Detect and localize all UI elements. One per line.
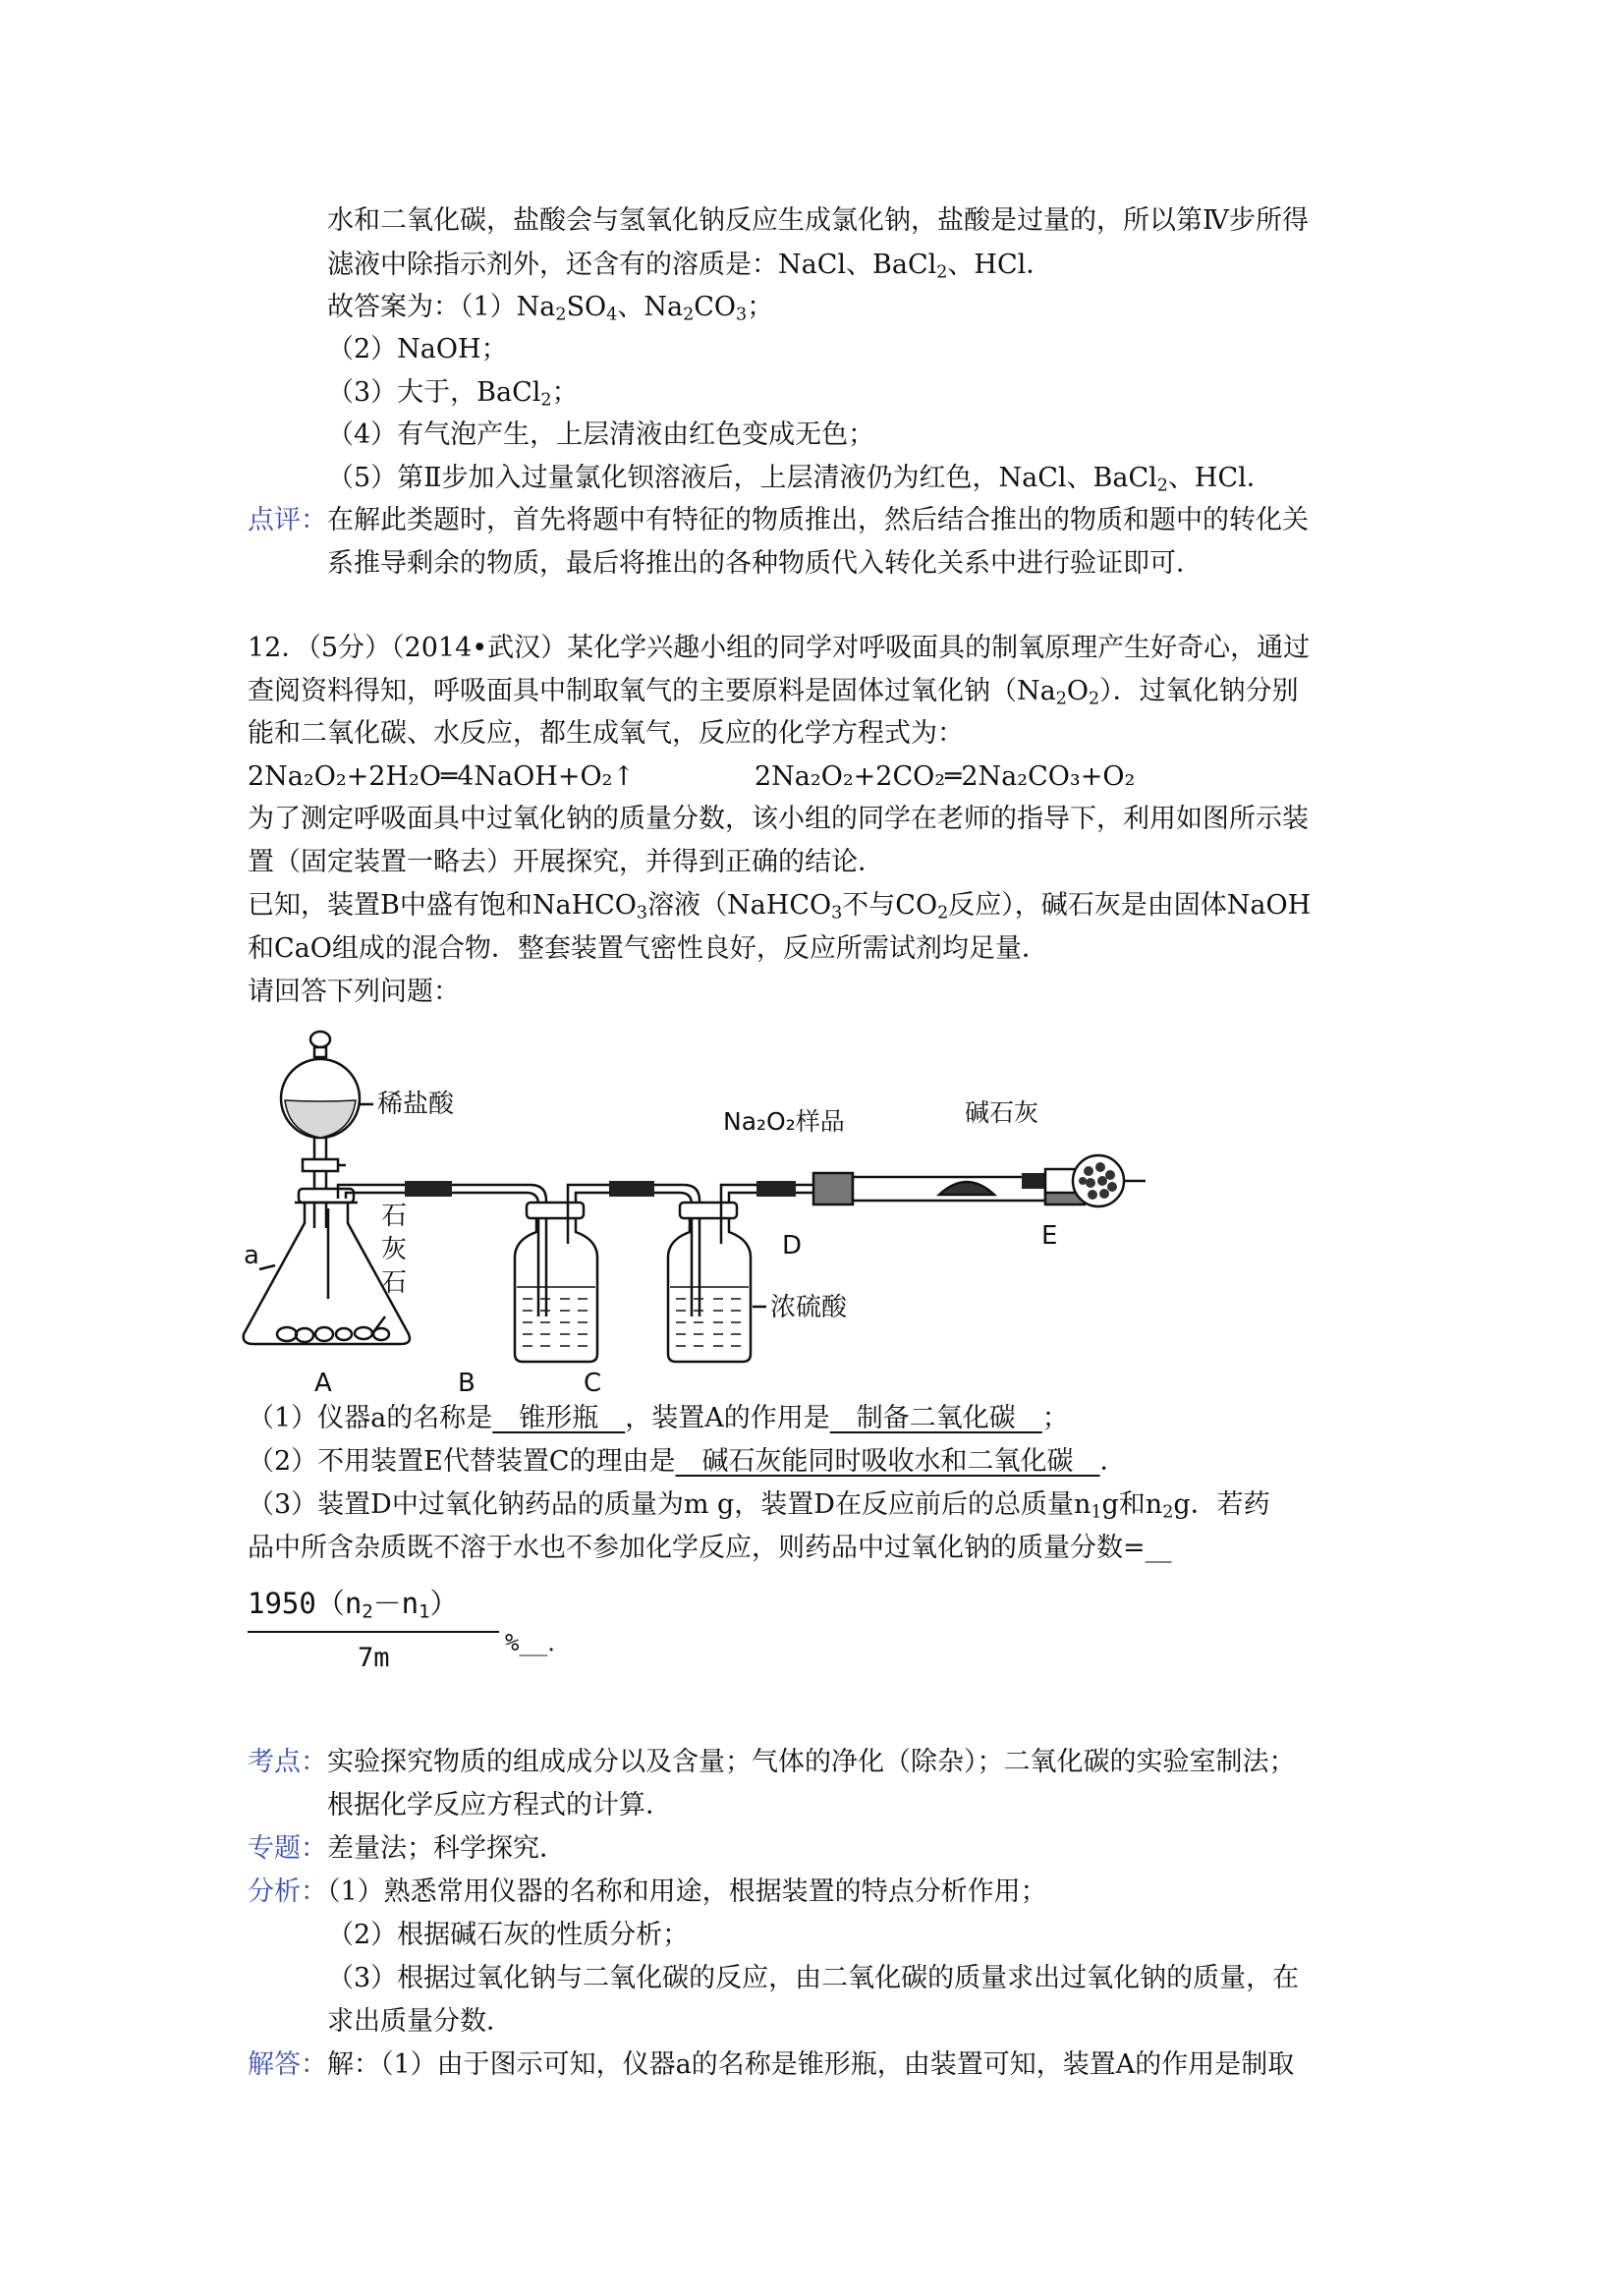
sub-question-3: （3）装置D中过氧化钠药品的质量为m g，装置D在反应前后的总质量$n_1g$和$n_2g$．若药 <box>248 1489 1270 1523</box>
question-text-line: 查阅资料得知，呼吸面具中制取氧气的主要原料是固体过氧化钠$(Na_2O_2)$．过氧化钠分别 <box>248 676 1299 709</box>
apparatus-figure <box>236 1022 1120 1395</box>
question-text-line: 已知，装置B中盛有饱和NaHCO$_3$溶液（NaHCO$_3$不与$CO_2$反应），碱石灰是由固体NaOH <box>248 890 1312 924</box>
answer-blank: 锥形瓶 <box>492 1403 626 1433</box>
question-text-line: 为了测定呼吸面具中过氧化钠的质量分数，该小组的同学在老师的指导下，利用如图所示装 <box>248 804 1309 834</box>
analysis-line: （2）根据碱石灰的性质分析； <box>327 1920 690 1950</box>
answer-item-5: （5）第Ⅱ步加入过量氯化钡溶液后，上层清液仍为红色，NaCl、BaCl$_2$、HCl． <box>327 463 1273 496</box>
points-line: 考点：实验探究物质的组成成分以及含量；气体的净化（除杂）；二氧化碳的实验室制法； <box>248 1747 1296 1777</box>
label-apparatus-b: B <box>458 1369 476 1395</box>
analysis-line: 分析：（1）熟悉常用仪器的名称和用途，根据装置的特点分析作用； <box>248 1876 1047 1907</box>
answer-item-3: （3）大于，BaCl$_2$； <box>327 377 579 411</box>
comment-line: 点评：在解此类题时，首先将题中有特征的物质推出，然后结合推出的物质和题中的转化关 <box>248 505 1309 535</box>
topic-label: 专题： <box>248 1833 327 1864</box>
question-text-line: 请回答下列问题： <box>248 977 460 1007</box>
points-line: 根据化学反应方程式的计算． <box>327 1790 672 1820</box>
points-label: 考点： <box>248 1747 327 1777</box>
label-dilute-hcl: 稀盐酸 <box>377 1090 455 1119</box>
wash-bottle-c <box>668 1203 766 1362</box>
label-instrument-a: a <box>244 1241 259 1270</box>
formula-tail: %__． <box>505 1629 572 1656</box>
label-soda-lime: 碱石灰 <box>965 1098 1039 1127</box>
formula-denominator: 7m <box>358 1643 390 1673</box>
label-apparatus-a: A <box>314 1369 332 1395</box>
fraction-bar <box>248 1631 499 1633</box>
analysis-label: 分析： <box>248 1876 327 1907</box>
label-apparatus-c: C <box>584 1369 602 1395</box>
label-conc-sulfuric-acid: 浓硫酸 <box>770 1293 848 1322</box>
sub-question-1: （1）仪器a的名称是 锥形瓶 ，装置A的作用是 制备二氧化碳 ； <box>248 1403 1069 1433</box>
label-apparatus-e: E <box>1041 1221 1058 1251</box>
answer-blank: 制备二氧化碳 <box>829 1403 1042 1433</box>
solution-label: 解答： <box>248 2049 327 2080</box>
solution-line: 解答：解：（1）由于图示可知，仪器a的名称是锥形瓶，由装置可知，装置A的作用是制取 <box>248 2049 1295 2080</box>
sub-question-2: （2）不用装置E代替装置C的理由是 碱石灰能同时吸收水和二氧化碳 ． <box>248 1446 1127 1477</box>
answer-text-line: 滤液中除指示剂外，还含有的溶质是：NaCl、BaCl$_2$、HCl． <box>327 250 1053 283</box>
comment-line: 系推导剩余的物质，最后将推出的各种物质代入转化关系中进行验证即可． <box>327 548 1203 579</box>
sub-question-3-cont: 品中所含杂质既不溶于水也不参加化学反应，则药品中过氧化钠的质量分数=__ <box>248 1533 1172 1563</box>
question-text-line: 置（固定装置一略去）开展探究，并得到正确的结论． <box>248 847 884 877</box>
wash-bottle-b <box>515 1203 597 1362</box>
label-na2o2-sample: Na₂O₂样品 <box>723 1107 845 1136</box>
question-text-line: 能和二氧化碳、水反应，都生成氧气，反应的化学方程式为： <box>248 718 964 749</box>
topic-line: 专题：差量法；科学探究． <box>248 1833 566 1864</box>
comment-label: 点评： <box>248 505 327 535</box>
question-text-line: 和CaO组成的混合物．整套装置气密性良好，反应所需试剂均足量． <box>248 933 1048 964</box>
label-limestone-1: 石 <box>381 1202 408 1231</box>
equation-1: 2Na₂O₂+2H₂O═4NaOH+O₂↑ <box>248 761 636 792</box>
answer-blank: 碱石灰能同时吸收水和二氧化碳 <box>675 1446 1100 1477</box>
answer-text-line: 水和二氧化碳，盐酸会与氢氧化钠反应生成氯化钠，盐酸是过量的，所以第Ⅳ步所得 <box>327 205 1309 236</box>
analysis-line: （3）根据过氧化钠与二氧化碳的反应，由二氧化碳的质量求出过氧化钠的质量，在 <box>327 1963 1300 1993</box>
label-limestone-3: 石 <box>381 1268 408 1298</box>
label-apparatus-d: D <box>782 1231 803 1260</box>
answer-item-4: （4）有气泡产生，上层清液由红色变成无色； <box>327 420 875 450</box>
label-limestone-2: 灰 <box>381 1235 408 1264</box>
formula-numerator: $1950(n_2-n_1)$ <box>248 1587 459 1623</box>
equation-2: 2Na₂O₂+2CO₂═2Na₂CO₃+O₂ <box>755 761 1136 792</box>
question-12-title: 12．（5分）（2014•武汉）某化学兴趣小组的同学对呼吸面具的制氧原理产生好奇心，通过 <box>248 633 1311 663</box>
answer-item-2: （2）NaOH； <box>327 334 508 364</box>
analysis-line: 求出质量分数． <box>327 2006 513 2037</box>
drying-tube-e <box>1022 1148 1147 1216</box>
answer-summary: 故答案为：$(1)Na_2SO_4$、$Na_2CO_3$； <box>327 292 774 325</box>
